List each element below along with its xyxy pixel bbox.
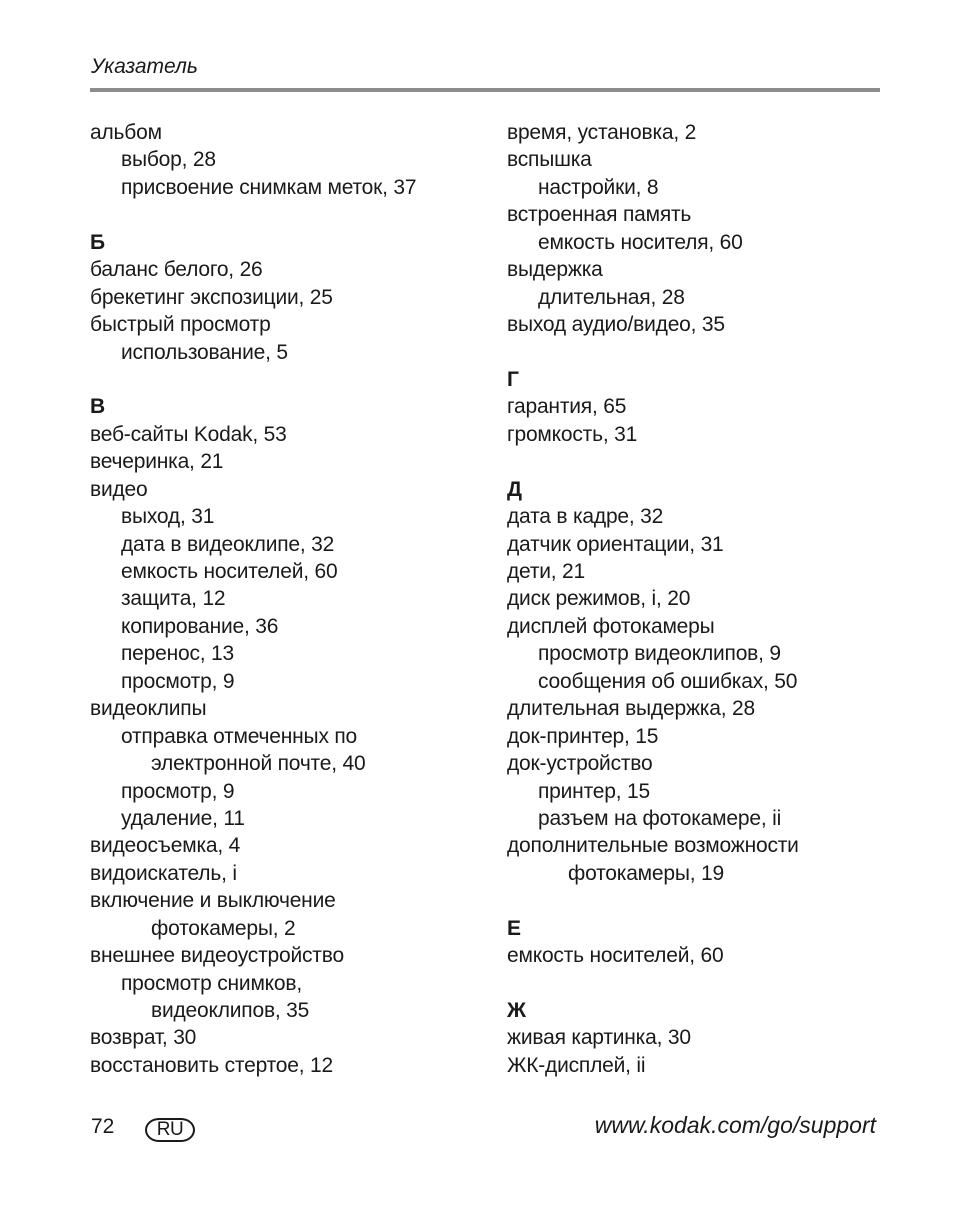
index-entry: веб-сайты Kodak, 53 xyxy=(90,422,287,446)
section-gap xyxy=(507,448,887,475)
page-number: 72 xyxy=(91,1115,115,1138)
section-gap xyxy=(507,887,887,914)
index-entry: видеосъемка, 4 xyxy=(90,834,241,858)
index-entry: присвоение снимкам меток, 37 xyxy=(121,175,417,199)
index-entry: видео xyxy=(90,477,148,501)
index-entry: док-устройство xyxy=(507,752,653,776)
index-entry: сообщения об ошибках, 50 xyxy=(538,669,798,693)
index-entry: внешнее видеоустройство xyxy=(90,944,344,968)
index-entry: дети, 21 xyxy=(507,560,586,583)
index-entry: настройки, 8 xyxy=(538,175,659,199)
index-entry: дополнительные возможности xyxy=(507,834,799,858)
language-badge: RU xyxy=(145,1118,195,1142)
index-section-letter: Е xyxy=(507,916,521,940)
index-entry: вспышка xyxy=(507,148,592,172)
index-section-letter: Г xyxy=(507,367,519,391)
index-entry: просмотр, 9 xyxy=(121,779,235,803)
index-entry: возврат, 30 xyxy=(90,1026,197,1050)
index-entry: перенос, 13 xyxy=(121,642,235,666)
index-entry: дата в кадре, 32 xyxy=(507,505,664,529)
section-gap xyxy=(90,366,490,393)
index-section-letter: Б xyxy=(90,230,105,254)
index-entry: быстрый просмотр xyxy=(90,313,271,337)
index-entry: выдержка xyxy=(507,258,603,282)
index-entry: видеоклипов, 35 xyxy=(151,999,310,1022)
section-gap xyxy=(507,970,887,997)
index-entry: разъем на фотокамере, ii xyxy=(538,806,782,830)
index-entry: отправка отмеченных по xyxy=(121,724,358,748)
index-entry: диск режимов, i, 20 xyxy=(507,587,691,611)
index-entry: просмотр снимков, xyxy=(121,971,302,995)
index-entry: фотокамеры, 19 xyxy=(568,861,725,885)
index-entry: ЖК-дисплей, ii xyxy=(507,1053,646,1077)
section-gap xyxy=(507,339,887,366)
index-entry: встроенная память xyxy=(507,203,692,227)
index-entry: защита, 12 xyxy=(121,587,226,611)
support-url[interactable]: www.kodak.com/go/support xyxy=(594,1112,876,1138)
index-entry: вечеринка, 21 xyxy=(90,450,224,474)
index-entry: просмотр видеоклипов, 9 xyxy=(538,642,781,666)
index-entry: принтер, 15 xyxy=(538,779,650,803)
index-entry: время, установка, 2 xyxy=(507,121,697,144)
index-entry: живая картинка, 30 xyxy=(507,1026,691,1050)
page-header-title: Указатель xyxy=(91,55,198,78)
index-entry: емкость носителей, 60 xyxy=(121,560,338,583)
index-entry: длительная, 28 xyxy=(538,285,685,309)
index-entry: альбом xyxy=(90,121,162,144)
index-entry: дата в видеоклипе, 32 xyxy=(121,532,335,556)
index-entry: датчик ориентации, 31 xyxy=(507,532,724,556)
index-entry: длительная выдержка, 28 xyxy=(507,697,755,721)
index-entry: электронной почте, 40 xyxy=(151,752,366,776)
index-entry: дисплей фотокамеры xyxy=(507,614,715,638)
index-entry: восстановить стертое, 12 xyxy=(90,1053,333,1077)
index-entry: выход, 31 xyxy=(121,505,215,529)
index-entry: гарантия, 65 xyxy=(507,395,627,419)
index-entry: емкость носителя, 60 xyxy=(538,230,743,254)
index-section-letter: Д xyxy=(507,477,522,501)
header-divider xyxy=(90,88,880,92)
index-entry: использование, 5 xyxy=(121,340,288,364)
index-column-right xyxy=(507,119,887,1079)
index-entry: баланс белого, 26 xyxy=(90,258,263,282)
index-entry: удаление, 11 xyxy=(121,806,245,830)
index-entry: док-принтер, 15 xyxy=(507,724,659,748)
index-section-letter: В xyxy=(90,395,105,419)
index-entry: включение и выключение xyxy=(90,889,336,913)
index-section-letter: Ж xyxy=(507,999,526,1022)
index-entry: громкость, 31 xyxy=(507,422,638,446)
index-column-left xyxy=(90,119,490,1079)
index-entry: емкость носителей, 60 xyxy=(507,944,724,968)
index-entry: выход аудио/видео, 35 xyxy=(507,313,725,337)
index-entry: просмотр, 9 xyxy=(121,669,235,693)
index-entry: копирование, 36 xyxy=(121,614,279,638)
index-entry: выбор, 28 xyxy=(121,148,216,172)
index-entry: видоискатель, i xyxy=(90,861,237,885)
section-gap xyxy=(90,201,490,228)
index-entry: брекетинг экспозиции, 25 xyxy=(90,285,333,309)
index-entry: видеоклипы xyxy=(90,697,207,721)
index-entry: фотокамеры, 2 xyxy=(151,916,296,940)
